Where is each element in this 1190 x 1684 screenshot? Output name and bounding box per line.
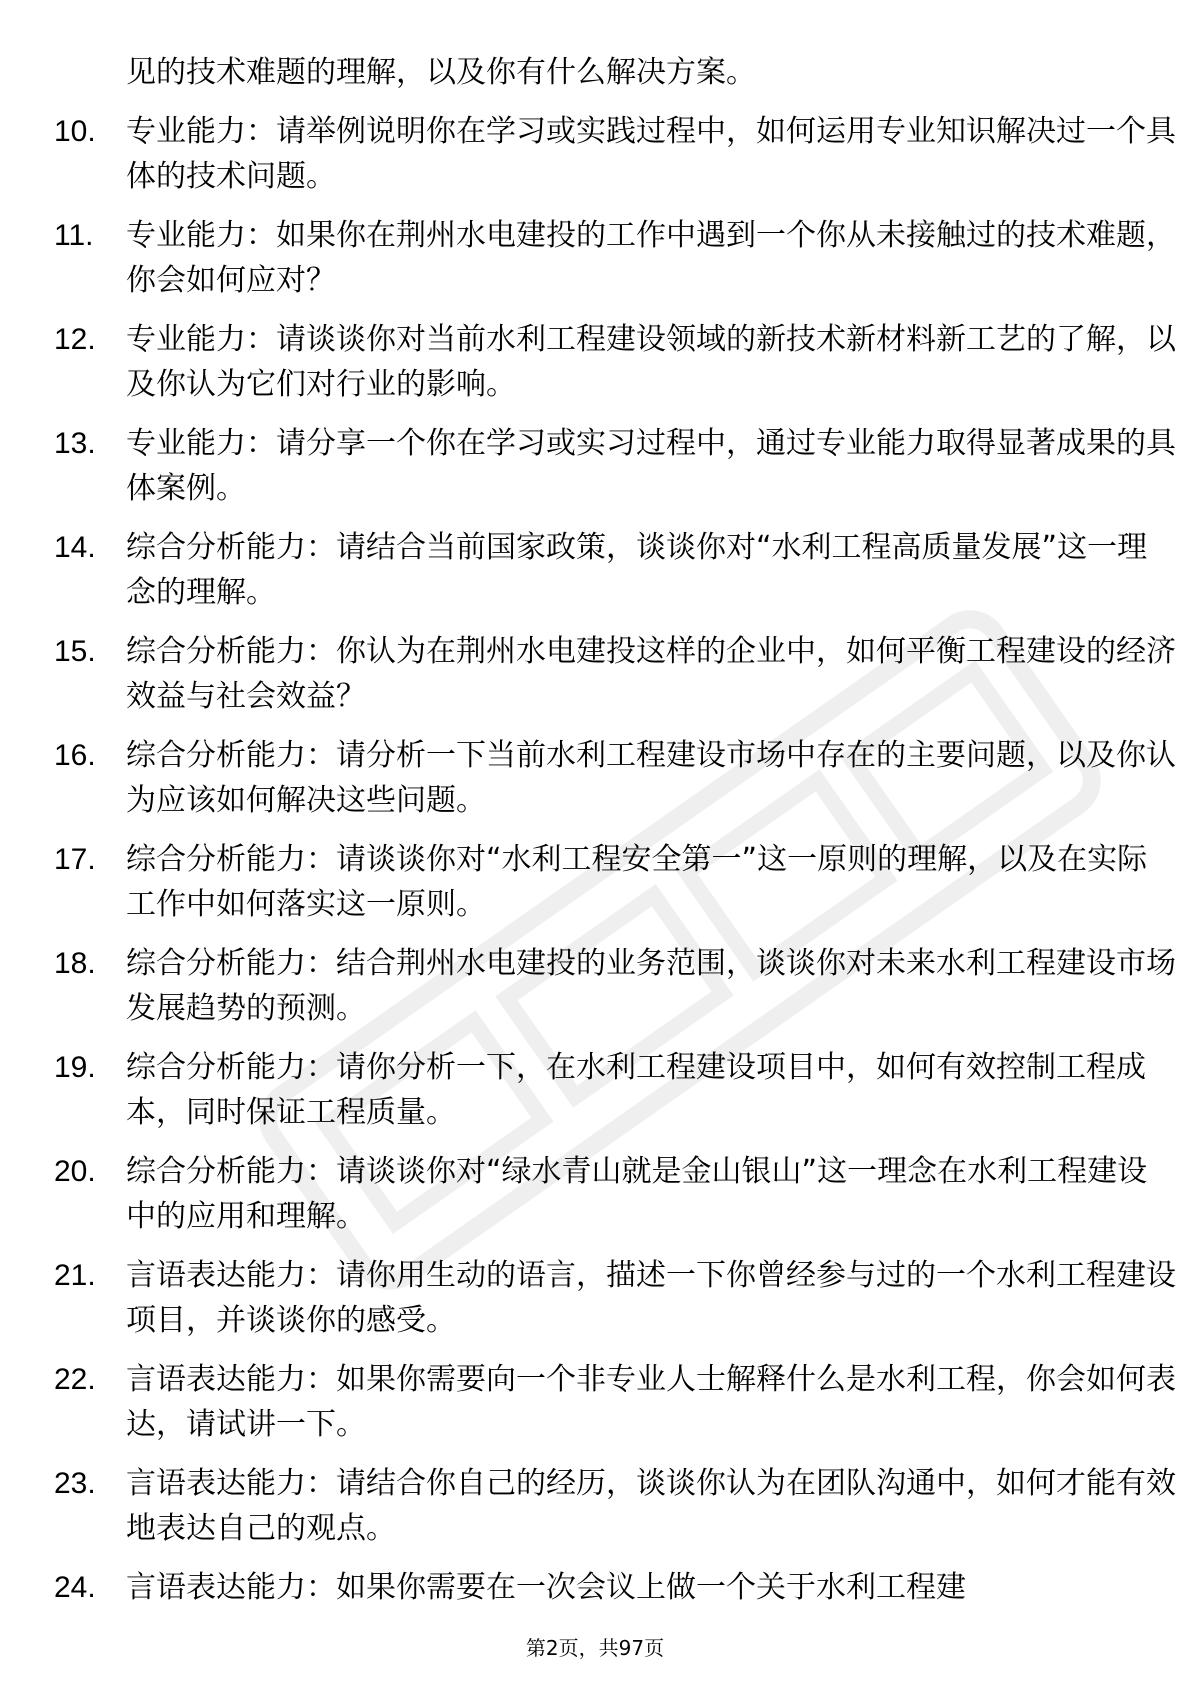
list-item-21	[54, 1253, 1176, 1343]
list-item-text: 综合分析能力：请分析一下当前水利工程建设市场中存在的主要问题，以及你认为应该如何解决这些问题。	[126, 738, 1176, 818]
page-footer	[0, 1634, 1190, 1662]
list-item-18	[54, 941, 1176, 1031]
list-item-number: 17.	[54, 843, 96, 876]
list-item-text: 专业能力：请谈谈你对当前水利工程建设领域的新技术新材料新工艺的了解，以及你认为它们对行业的影响。	[126, 322, 1176, 402]
list-item-12	[54, 317, 1176, 407]
list-item-number: 15.	[54, 635, 96, 668]
list-item-text: 综合分析能力：请你分析一下，在水利工程建设项目中，如何有效控制工程成本，同时保证工程质量。	[126, 1050, 1146, 1130]
list-item-text: 专业能力：请分享一个你在学习或实习过程中，通过专业能力取得显著成果的具体案例。	[126, 426, 1176, 506]
list-item-22	[54, 1357, 1176, 1447]
list-item-text: 言语表达能力：请结合你自己的经历，谈谈你认为在团队沟通中，如何才能有效地表达自己的观点。	[126, 1466, 1176, 1546]
list-item-23	[54, 1461, 1176, 1551]
list-item-number: 21.	[54, 1259, 96, 1292]
list-item-number: 18.	[54, 947, 96, 980]
list-item-number: 22.	[54, 1363, 96, 1396]
list-item-19	[54, 1045, 1146, 1135]
list-item-text: 综合分析能力：请谈谈你对“绿水青山就是金山银山”这一理念在水利工程建设中的应用和理解。	[126, 1154, 1148, 1234]
list-item-number: 20.	[54, 1155, 96, 1188]
list-item-text: 综合分析能力：你认为在荆州水电建投这样的企业中，如何平衡工程建设的经济效益与社会效益？	[126, 634, 1176, 714]
question-list	[54, 50, 1176, 1624]
list-item-13	[54, 421, 1176, 511]
list-item-number: 14.	[54, 531, 96, 564]
list-item-14	[54, 525, 1148, 615]
list-item-17	[54, 837, 1148, 927]
list-item-number: 10.	[54, 115, 96, 148]
list-item-number: 13.	[54, 427, 96, 460]
list-item-continuation	[54, 50, 1134, 95]
list-item-text: 言语表达能力：如果你需要向一个非专业人士解释什么是水利工程，你会如何表达，请试讲一下。	[126, 1362, 1176, 1442]
list-item-number: 11.	[54, 219, 94, 252]
list-item-text: 专业能力：请举例说明你在学习或实践过程中，如何运用专业知识解决过一个具体的技术问题。	[126, 114, 1176, 194]
list-item-text: 综合分析能力：请谈谈你对“水利工程安全第一”这一原则的理解，以及在实际工作中如何落实这一原则。	[126, 842, 1148, 922]
list-item-number: 24.	[54, 1571, 96, 1604]
list-item-20	[54, 1149, 1148, 1239]
list-item-15	[54, 629, 1176, 719]
list-item-11	[54, 213, 1176, 303]
list-item-text: 综合分析能力：结合荆州水电建投的业务范围，谈谈你对未来水利工程建设市场发展趋势的预测。	[126, 946, 1176, 1026]
list-item-16	[54, 733, 1176, 823]
list-item-number: 12.	[54, 323, 96, 356]
list-item-text: 专业能力：如果你在荆州水电建投的工作中遇到一个你从未接触过的技术难题，你会如何应对？	[126, 218, 1176, 298]
list-item-text: 言语表达能力：如果你需要在一次会议上做一个关于水利工程建	[126, 1570, 966, 1605]
list-item-10	[54, 109, 1176, 199]
list-item-text: 综合分析能力：请结合当前国家政策，谈谈你对“水利工程高质量发展”这一理念的理解。	[126, 530, 1148, 610]
list-item-text: 见的技术难题的理解，以及你有什么解决方案。	[126, 55, 756, 90]
list-item-text: 言语表达能力：请你用生动的语言，描述一下你曾经参与过的一个水利工程建设项目，并谈谈你的感受。	[126, 1258, 1176, 1338]
list-item-number: 19.	[54, 1051, 96, 1084]
list-item-24	[54, 1565, 1134, 1610]
page-number-label: 第2页，共97页	[525, 1636, 665, 1660]
list-item-number: 16.	[54, 739, 96, 772]
list-item-number: 23.	[54, 1467, 96, 1500]
